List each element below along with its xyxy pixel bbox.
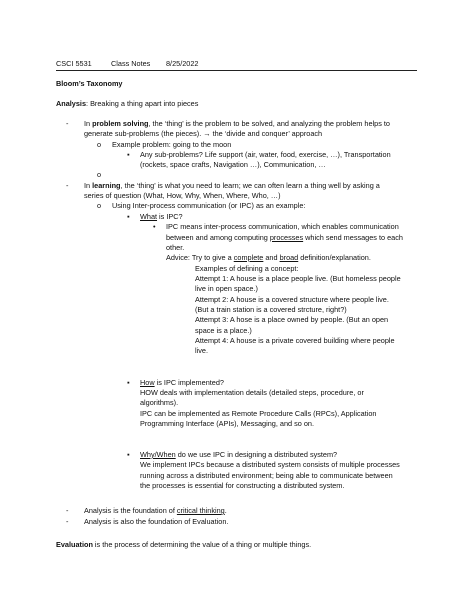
circle-bullet-icon: o [97, 140, 102, 149]
why-line-2: running across a distributed environment; being able to communicate between [140, 471, 393, 480]
foundation-evaluation: Analysis is also the foundation of Evaluation. [84, 517, 229, 526]
sub-problems-line-2: (rockets, space crafts, Navigation …), Communication, … [140, 160, 326, 169]
how-link[interactable]: How [140, 378, 155, 387]
problem-solving-term: problem solving [92, 119, 149, 128]
ipc-definition-line-1: IPC means inter-process communication, which enables communication [166, 222, 399, 231]
attempt-4-line-1: Attempt 4: A house is a private covered building where people [195, 336, 395, 345]
broad-link[interactable]: broad [279, 253, 299, 262]
why-question: Why/When do we use IPC in designing a distributed system? [140, 450, 338, 459]
sub-problems-line-1: Any sub-problems? Life support (air, water, food, exercise, …), Transportation [140, 150, 391, 159]
how-line-1: HOW deals with implementation details (detailed steps, procedure, or [140, 388, 364, 397]
attempt-1-line-1: Attempt 1: A house is a place people live. (But homeless people [195, 274, 401, 283]
processes-link[interactable]: processes [269, 233, 304, 242]
why-when-link[interactable]: Why/When [140, 450, 176, 459]
advice-line: Advice: Try to give a complete and broad definition/explanation. [166, 253, 371, 262]
ipc-definition-line-2: between and among computing processes which send messages to each [166, 233, 403, 242]
attempt-3-line-1: Attempt 3: A hose is a place owned by people. (But an open [195, 315, 389, 324]
example-problem: Example problem: going to the moon [112, 140, 232, 149]
examples-heading: Examples of defining a concept: [195, 264, 299, 273]
square-bullet-icon: ▪ [127, 378, 130, 387]
evaluation-definition: Evaluation is the process of determining the value of a thing or multiple things. [56, 540, 312, 549]
arrow-icon: → [203, 129, 211, 138]
how-line-3: IPC can be implemented as Remote Procedure Calls (RPCs), Application [140, 409, 377, 418]
foundation-critical-thinking: Analysis is the foundation of critical thinking. [84, 506, 227, 515]
what-link[interactable]: What [140, 212, 158, 221]
learning-line-2: series of question (What, How, Why, When, Where, Who, …) [84, 191, 281, 200]
evaluation-term: Evaluation [56, 540, 93, 549]
analysis-term: Analysis [56, 99, 87, 108]
learning-term: learning [92, 181, 121, 190]
page-title: Bloom’s Taxonomy [56, 79, 123, 88]
attempt-4-line-2: live. [195, 346, 208, 355]
learning-line-1: In learning, the ‘thing’ is what you need to learn; we can often learn a thing well by asking a [84, 181, 380, 190]
problem-solving-line-2: generate sub-problems (the pieces). → the ‘divide and conquer’ approach [84, 129, 323, 138]
analysis-text: : Breaking a thing apart into pieces [86, 99, 199, 108]
header-course: CSCI 5531 [56, 59, 92, 68]
attempt-2-line-2: (But a train station is a covered strcture, right?) [195, 305, 347, 314]
how-line-4: Programming Interface (APIs), Messaging, and so on. [140, 419, 314, 428]
why-line-1: We implement IPCs because a distributed system consists of multiple processes [140, 460, 400, 469]
dash-bullet-icon: - [66, 506, 69, 515]
square-bullet-icon: ▪ [127, 150, 130, 159]
header-rule [56, 70, 417, 71]
header-doc-type: Class Notes [111, 59, 151, 68]
how-line-2: algorithms). [140, 398, 179, 407]
why-line-3: the processes is essential for constructing a distributed system. [140, 481, 345, 490]
dash-bullet-icon: - [66, 119, 69, 128]
critical-thinking-link[interactable]: critical thinking [176, 506, 225, 515]
square-bullet-icon: ▪ [127, 212, 130, 221]
ipc-definition-line-3: other. [166, 243, 185, 252]
round-bullet-icon: • [153, 222, 156, 231]
how-question: How is IPC implemented? [140, 378, 224, 387]
dash-bullet-icon: - [66, 517, 69, 526]
what-question: What is IPC? [140, 212, 183, 221]
header-date: 8/25/2022 [166, 59, 199, 68]
circle-bullet-icon: o [97, 170, 102, 179]
attempt-1-line-2: live in open space.) [195, 284, 258, 293]
ipc-example-intro: Using Inter-process communication (or IPC) as an example: [112, 201, 306, 210]
square-bullet-icon: ▪ [127, 450, 130, 459]
circle-bullet-icon: o [97, 201, 102, 210]
dash-bullet-icon: - [66, 181, 69, 190]
complete-link[interactable]: complete [233, 253, 264, 262]
attempt-2-line-1: Attempt 2: A house is a covered structure where people live. [195, 295, 389, 304]
analysis-definition [56, 99, 198, 109]
problem-solving-line-1: In problem solving, the ‘thing’ is the problem to be solved, and analyzing the problem helps to [84, 119, 390, 128]
attempt-3-line-2: space is a place.) [195, 326, 252, 335]
